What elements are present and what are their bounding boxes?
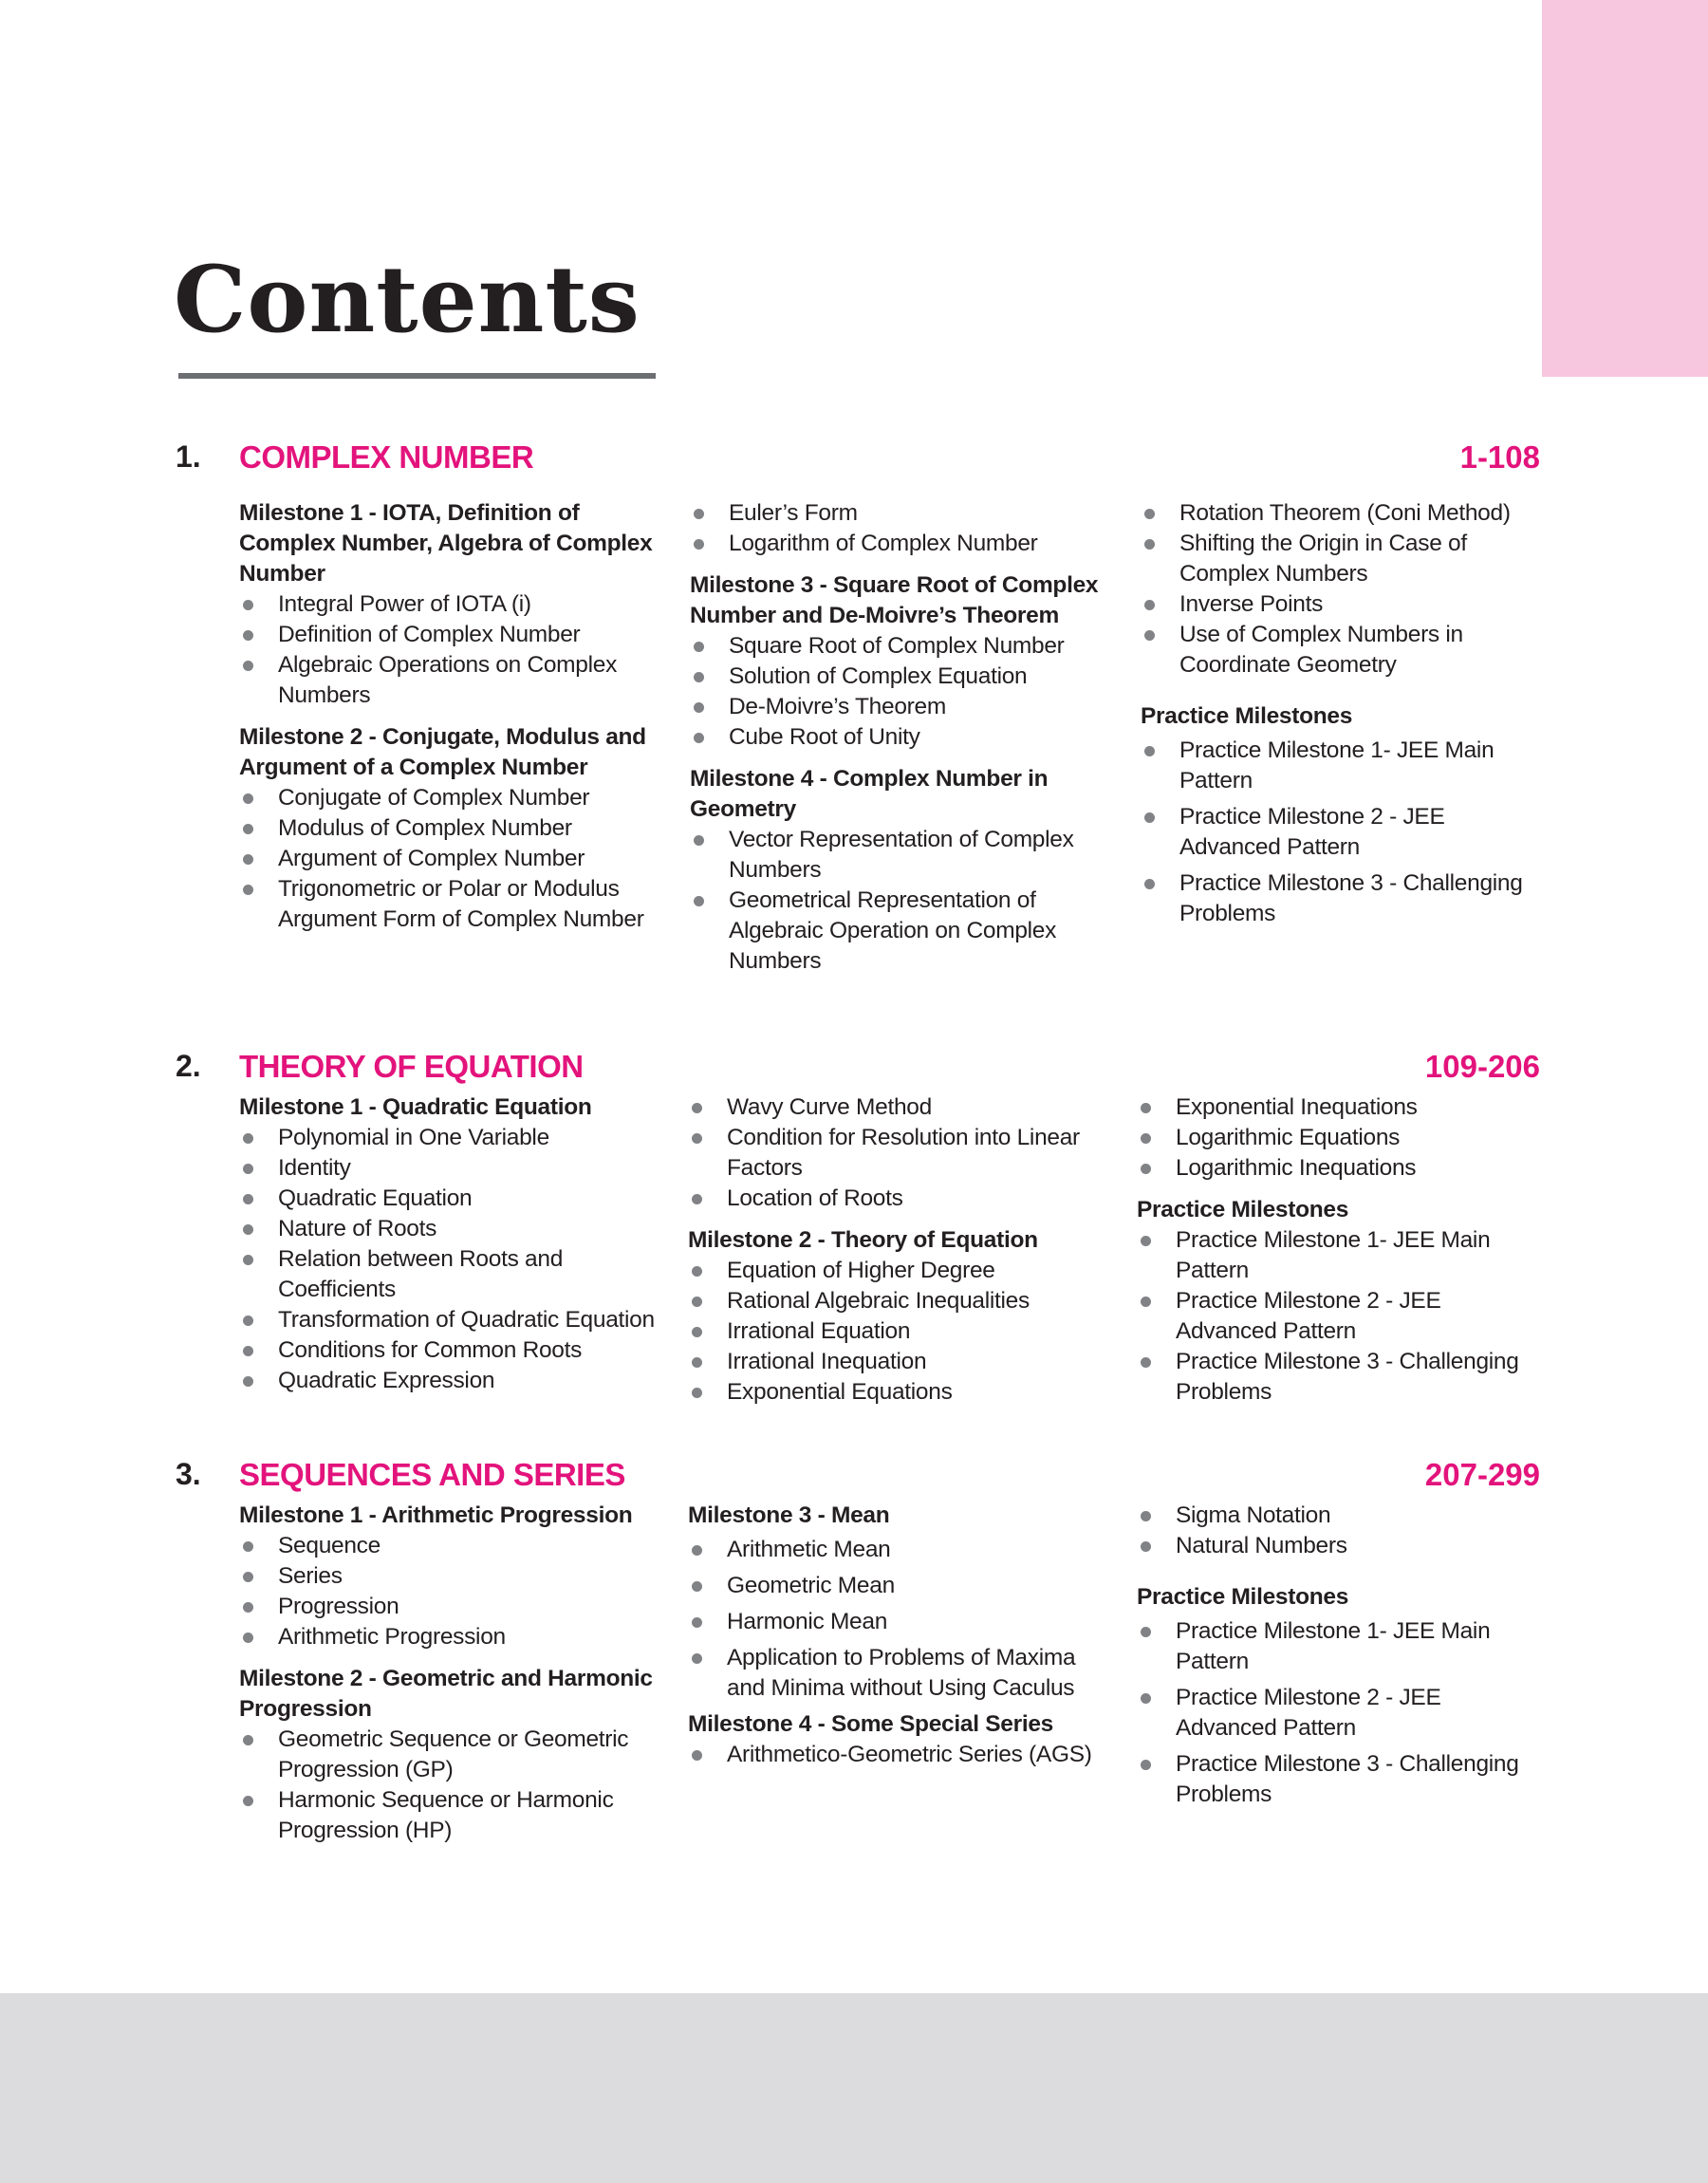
chapter-number: 1. — [176, 439, 201, 474]
topic-item[interactable]: Integral Power of IOTA (i) — [239, 589, 657, 620]
topic-item[interactable]: Solution of Complex Equation — [690, 662, 1107, 692]
topic-item[interactable]: Cube Root of Unity — [690, 722, 1107, 753]
topic-item[interactable]: Irrational Equation — [688, 1316, 1105, 1347]
chapter-column-2 — [688, 1092, 1105, 1408]
practice-item[interactable]: Practice Milestone 3 - Challenging Problems — [1137, 1347, 1545, 1408]
practice-item[interactable]: Practice Milestone 2 - JEE Advanced Pattern — [1137, 1286, 1545, 1347]
chapter-page-range: 1-108 — [1459, 439, 1540, 475]
chapter-column-2 — [690, 498, 1107, 977]
chapter-column-1 — [239, 1092, 657, 1396]
practice-milestones-heading[interactable]: Practice Milestones — [1141, 703, 1353, 729]
topic-list — [690, 498, 1107, 559]
topic-item[interactable]: Geometric Mean — [688, 1571, 1105, 1601]
topic-item[interactable]: Euler’s Form — [690, 498, 1107, 529]
topic-item[interactable]: Application to Problems of Maxima and Minima without Using Caculus — [688, 1643, 1105, 1704]
topic-list — [690, 631, 1107, 753]
chapter-column-3 — [1141, 498, 1549, 935]
milestone-heading[interactable]: Milestone 2 - Geometric and Harmonic Progression — [239, 1666, 653, 1722]
topic-item[interactable]: Logarithmic Equations — [1137, 1123, 1545, 1153]
chapter-page-range: 109-206 — [1424, 1049, 1540, 1084]
topic-item[interactable]: Geometrical Representation of Algebraic Operation on Complex Numbers — [690, 886, 1107, 977]
topic-list — [688, 1092, 1105, 1214]
topic-item[interactable]: Conjugate of Complex Number — [239, 783, 657, 813]
topic-item[interactable]: Exponential Equations — [688, 1377, 1105, 1408]
practice-list — [1137, 1616, 1545, 1810]
topic-item[interactable]: Quadratic Equation — [239, 1184, 657, 1214]
topic-list — [239, 1725, 657, 1846]
topic-item[interactable]: Argument of Complex Number — [239, 844, 657, 874]
topic-list — [239, 589, 657, 711]
practice-milestones-heading[interactable]: Practice Milestones — [1137, 1197, 1349, 1222]
practice-item[interactable]: Practice Milestone 2 - JEE Advanced Pattern — [1141, 802, 1549, 863]
topic-item[interactable]: Harmonic Mean — [688, 1607, 1105, 1637]
topic-list — [1137, 1501, 1545, 1561]
topic-item[interactable]: Trigonometric or Polar or Modulus Argument Form of Complex Number — [239, 874, 657, 935]
topic-list — [1137, 1092, 1545, 1184]
topic-list — [239, 783, 657, 935]
topic-item[interactable]: Nature of Roots — [239, 1214, 657, 1244]
milestone-heading[interactable]: Milestone 4 - Some Special Series — [688, 1711, 1053, 1737]
topic-item[interactable]: Inverse Points — [1141, 589, 1549, 620]
page-title: Contents — [174, 246, 640, 353]
topic-list — [1141, 498, 1549, 681]
milestone-heading[interactable]: Milestone 3 - Square Root of Complex Number and De-Moivre’s Theorem — [690, 572, 1099, 628]
title-underline — [178, 373, 656, 379]
topic-item[interactable]: Modulus of Complex Number — [239, 813, 657, 844]
practice-milestones-heading[interactable]: Practice Milestones — [1137, 1584, 1349, 1610]
topic-item[interactable]: Identity — [239, 1153, 657, 1184]
pink-corner-tab — [1542, 0, 1708, 377]
topic-item[interactable]: Polynomial in One Variable — [239, 1123, 657, 1153]
topic-item[interactable]: Vector Representation of Complex Numbers — [690, 825, 1107, 886]
topic-item[interactable]: Arithmetico-Geometric Series (AGS) — [688, 1740, 1105, 1770]
chapter-number: 3. — [176, 1457, 201, 1491]
chapter-column-1 — [239, 1501, 657, 1846]
topic-item[interactable]: Equation of Higher Degree — [688, 1256, 1105, 1286]
topic-item[interactable]: Rational Algebraic Inequalities — [688, 1286, 1105, 1316]
chapter-column-1 — [239, 498, 657, 935]
topic-item[interactable]: Sigma Notation — [1137, 1501, 1545, 1531]
milestone-heading[interactable]: Milestone 2 - Conjugate, Modulus and Argument of a Complex Number — [239, 724, 646, 780]
milestone-heading[interactable]: Milestone 1 - Arithmetic Progression — [239, 1502, 633, 1528]
topic-list — [688, 1535, 1105, 1704]
topic-item[interactable]: Logarithm of Complex Number — [690, 529, 1107, 559]
topic-item[interactable]: Arithmetic Mean — [688, 1535, 1105, 1565]
footer-band — [0, 1993, 1708, 2183]
topic-item[interactable]: Use of Complex Numbers in Coordinate Geometry — [1141, 620, 1549, 681]
topic-item[interactable]: Definition of Complex Number — [239, 620, 657, 650]
chapter-column-2 — [688, 1501, 1105, 1770]
topic-item[interactable]: Quadratic Expression — [239, 1366, 657, 1396]
topic-item[interactable]: Series — [239, 1561, 657, 1592]
topic-item[interactable]: Conditions for Common Roots — [239, 1335, 657, 1366]
chapter-title[interactable]: SEQUENCES AND SERIES — [239, 1457, 625, 1492]
milestone-heading[interactable]: Milestone 1 - Quadratic Equation — [239, 1094, 592, 1120]
milestone-heading[interactable]: Milestone 3 - Mean — [688, 1502, 890, 1528]
topic-item[interactable]: De-Moivre’s Theorem — [690, 692, 1107, 722]
topic-item[interactable]: Relation between Roots and Coefficients — [239, 1244, 657, 1305]
topic-list — [688, 1256, 1105, 1408]
topic-item[interactable]: Wavy Curve Method — [688, 1092, 1105, 1123]
topic-item[interactable]: Progression — [239, 1592, 657, 1622]
topic-item[interactable]: Exponential Inequations — [1137, 1092, 1545, 1123]
practice-list — [1137, 1225, 1545, 1408]
milestone-heading[interactable]: Milestone 1 - IOTA, Definition of Complex Number, Algebra of Complex Number — [239, 500, 653, 587]
practice-item[interactable]: Practice Milestone 2 - JEE Advanced Pattern — [1137, 1683, 1545, 1744]
chapter-column-3 — [1137, 1092, 1545, 1408]
topic-item[interactable]: Square Root of Complex Number — [690, 631, 1107, 662]
practice-item[interactable]: Practice Milestone 1- JEE Main Pattern — [1137, 1225, 1545, 1286]
practice-item[interactable]: Practice Milestone 1- JEE Main Pattern — [1141, 736, 1549, 796]
topic-list — [688, 1740, 1105, 1770]
chapter-title[interactable]: COMPLEX NUMBER — [239, 439, 534, 475]
topic-list — [239, 1531, 657, 1652]
topic-item[interactable]: Algebraic Operations on Complex Numbers — [239, 650, 657, 711]
topic-item[interactable]: Transformation of Quadratic Equation — [239, 1305, 657, 1335]
topic-item[interactable]: Shifting the Origin in Case of Complex Numbers — [1141, 529, 1549, 589]
topic-item[interactable]: Geometric Sequence or Geometric Progression (GP) — [239, 1725, 657, 1785]
practice-list — [1141, 736, 1549, 929]
practice-item[interactable]: Practice Milestone 3 - Challenging Problems — [1141, 868, 1549, 929]
topic-list — [239, 1123, 657, 1396]
topic-item[interactable]: Arithmetic Progression — [239, 1622, 657, 1652]
topic-item[interactable]: Natural Numbers — [1137, 1531, 1545, 1561]
milestone-heading[interactable]: Milestone 2 - Theory of Equation — [688, 1227, 1038, 1253]
practice-item[interactable]: Practice Milestone 1- JEE Main Pattern — [1137, 1616, 1545, 1677]
chapter-page-range: 207-299 — [1424, 1457, 1540, 1492]
topic-item[interactable]: Location of Roots — [688, 1184, 1105, 1214]
topic-item[interactable]: Irrational Inequation — [688, 1347, 1105, 1377]
chapter-column-3 — [1137, 1501, 1545, 1816]
milestone-heading[interactable]: Milestone 4 - Complex Number in Geometry — [690, 766, 1049, 822]
topic-item[interactable]: Condition for Resolution into Linear Factors — [688, 1123, 1105, 1184]
chapter-number: 2. — [176, 1049, 201, 1083]
practice-item[interactable]: Practice Milestone 3 - Challenging Problems — [1137, 1749, 1545, 1810]
topic-item[interactable]: Harmonic Sequence or Harmonic Progression (HP) — [239, 1785, 657, 1846]
topic-item[interactable]: Logarithmic Inequations — [1137, 1153, 1545, 1184]
topic-item[interactable]: Sequence — [239, 1531, 657, 1561]
topic-list — [690, 825, 1107, 977]
chapter-title[interactable]: THEORY OF EQUATION — [239, 1049, 584, 1084]
topic-item[interactable]: Rotation Theorem (Coni Method) — [1141, 498, 1549, 529]
